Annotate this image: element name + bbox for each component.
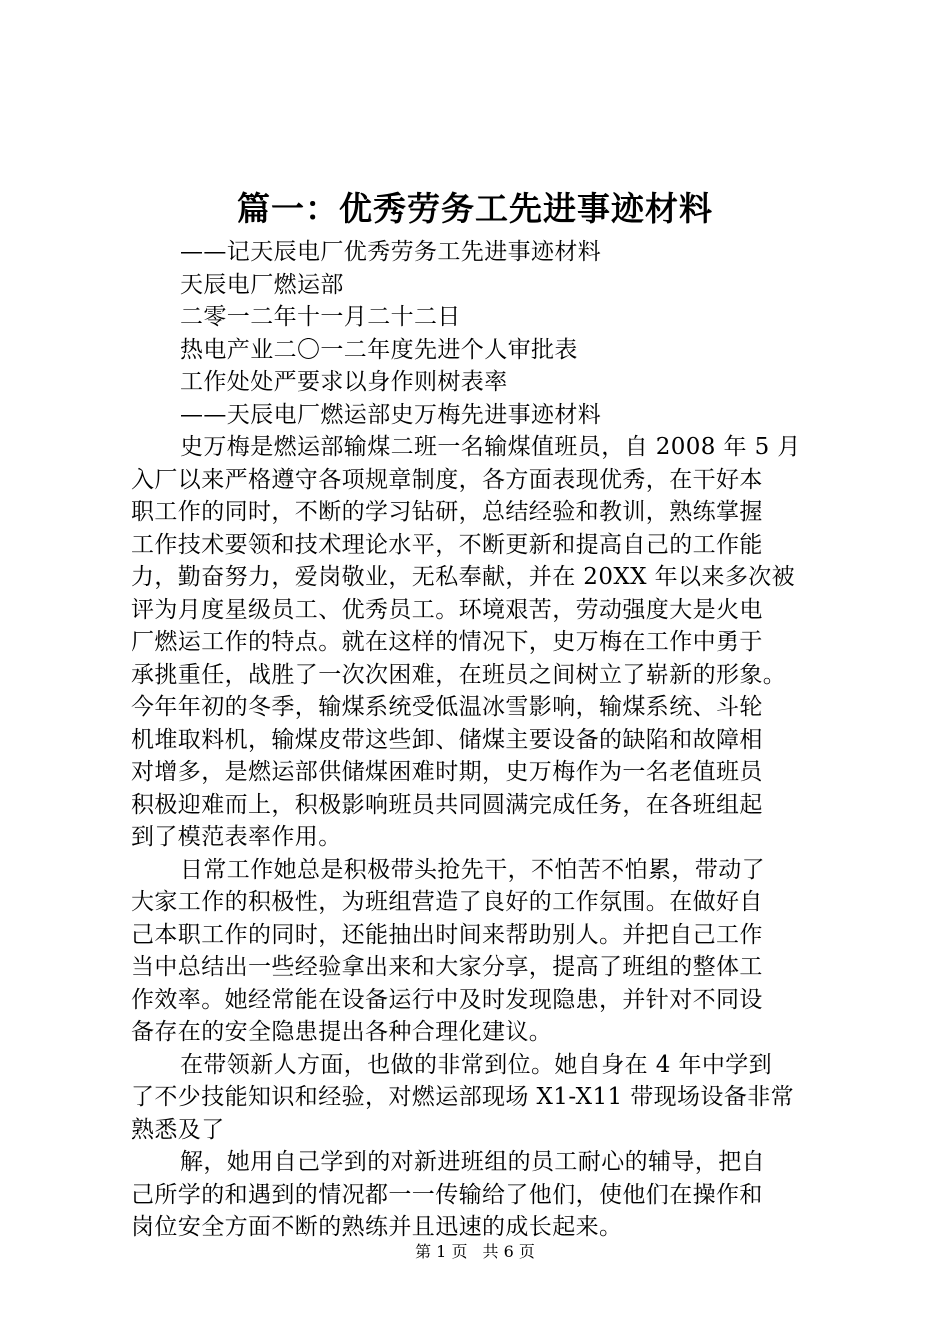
- body-line: 当中总结出一些经验拿出来和大家分享，提高了班组的整体工: [131, 954, 763, 980]
- body-line: 对增多，是燃运部供储煤困难时期，史万梅作为一名老值班员: [131, 759, 763, 785]
- body-line: 解，她用自己学到的对新进班组的员工耐心的辅导，把自: [180, 1149, 765, 1175]
- page-total: 共 6 页: [482, 1242, 535, 1261]
- body-line: ——天辰电厂燃运部史万梅先进事迹材料: [180, 401, 602, 428]
- body-line: 到了模范表率作用。: [131, 824, 342, 850]
- body-line: 在带领新人方面，也做的非常到位。她自身在 4 年中学到: [180, 1051, 773, 1078]
- body-line: 二零一二年十一月二十二日: [180, 304, 461, 330]
- body-line: 今年年初的冬季，输煤系统受低温冰雪影响，输煤系统、斗轮: [131, 694, 763, 720]
- page-footer: [0, 1241, 950, 1263]
- body-line: 评为月度星级员工、优秀员工。环境艰苦，劳动强度大是火电: [131, 596, 763, 623]
- body-line: 工作技术要领和技术理论水平，不断更新和提高自己的工作能: [131, 531, 763, 558]
- body-line: 大家工作的积极性，为班组营造了良好的工作氛围。在做好自: [131, 889, 763, 915]
- body-line: 岗位安全方面不断的熟练并且迅速的成长起来。: [131, 1214, 623, 1240]
- document-body: [131, 236, 851, 1244]
- body-line: 日常工作她总是积极带头抢先干，不怕苦不怕累，带动了: [180, 856, 765, 883]
- body-line: 工作处处严要求以身作则树表率: [180, 369, 508, 395]
- body-line: 职工作的同时，不断的学习钻研，总结经验和教训，熟练掌握: [131, 499, 763, 525]
- page-number: 第 1 页: [415, 1242, 468, 1261]
- body-line: 承挑重任，战胜了一次次困难，在班员之间树立了崭新的形象。: [131, 661, 787, 688]
- body-line: 天辰电厂燃运部: [180, 271, 344, 298]
- body-line: ——记天辰电厂优秀劳务工先进事迹材料: [180, 239, 602, 265]
- body-line: 机堆取料机，输煤皮带这些卸、储煤主要设备的缺陷和故障相: [131, 726, 763, 753]
- body-line: 熟悉及了: [131, 1116, 225, 1143]
- body-line: 作效率。她经常能在设备运行中及时发现隐患，并针对不同设: [131, 986, 763, 1013]
- body-line: 入厂以来严格遵守各项规章制度，各方面表现优秀，在干好本: [131, 466, 763, 493]
- body-line: 了不少技能知识和经验，对燃运部现场 X1-X11 带现场设备非常: [131, 1084, 795, 1110]
- body-line: 己所学的和遇到的情况都一一传输给了他们，使他们在操作和: [131, 1181, 763, 1208]
- body-line: 力，勤奋努力，爱岗敬业，无私奉献，并在 20XX 年以来多次被: [131, 564, 796, 590]
- body-line: 备存在的安全隐患提出各种合理化建议。: [131, 1019, 553, 1045]
- body-line: 厂燃运工作的特点。就在这样的情况下，史万梅在工作中勇于: [131, 629, 763, 655]
- body-line: 热电产业二〇一二年度先进个人审批表: [180, 336, 578, 363]
- body-line: 积极迎难而上，积极影响班员共同圆满完成任务，在各班组起: [131, 791, 763, 818]
- document-title: 篇一：优秀劳务工先进事迹材料: [237, 189, 713, 228]
- body-line: 史万梅是燃运部输煤二班一名输煤值班员，自 2008 年 5 月: [180, 434, 801, 460]
- body-line: 己本职工作的同时，还能抽出时间来帮助别人。并把自己工作: [131, 921, 763, 948]
